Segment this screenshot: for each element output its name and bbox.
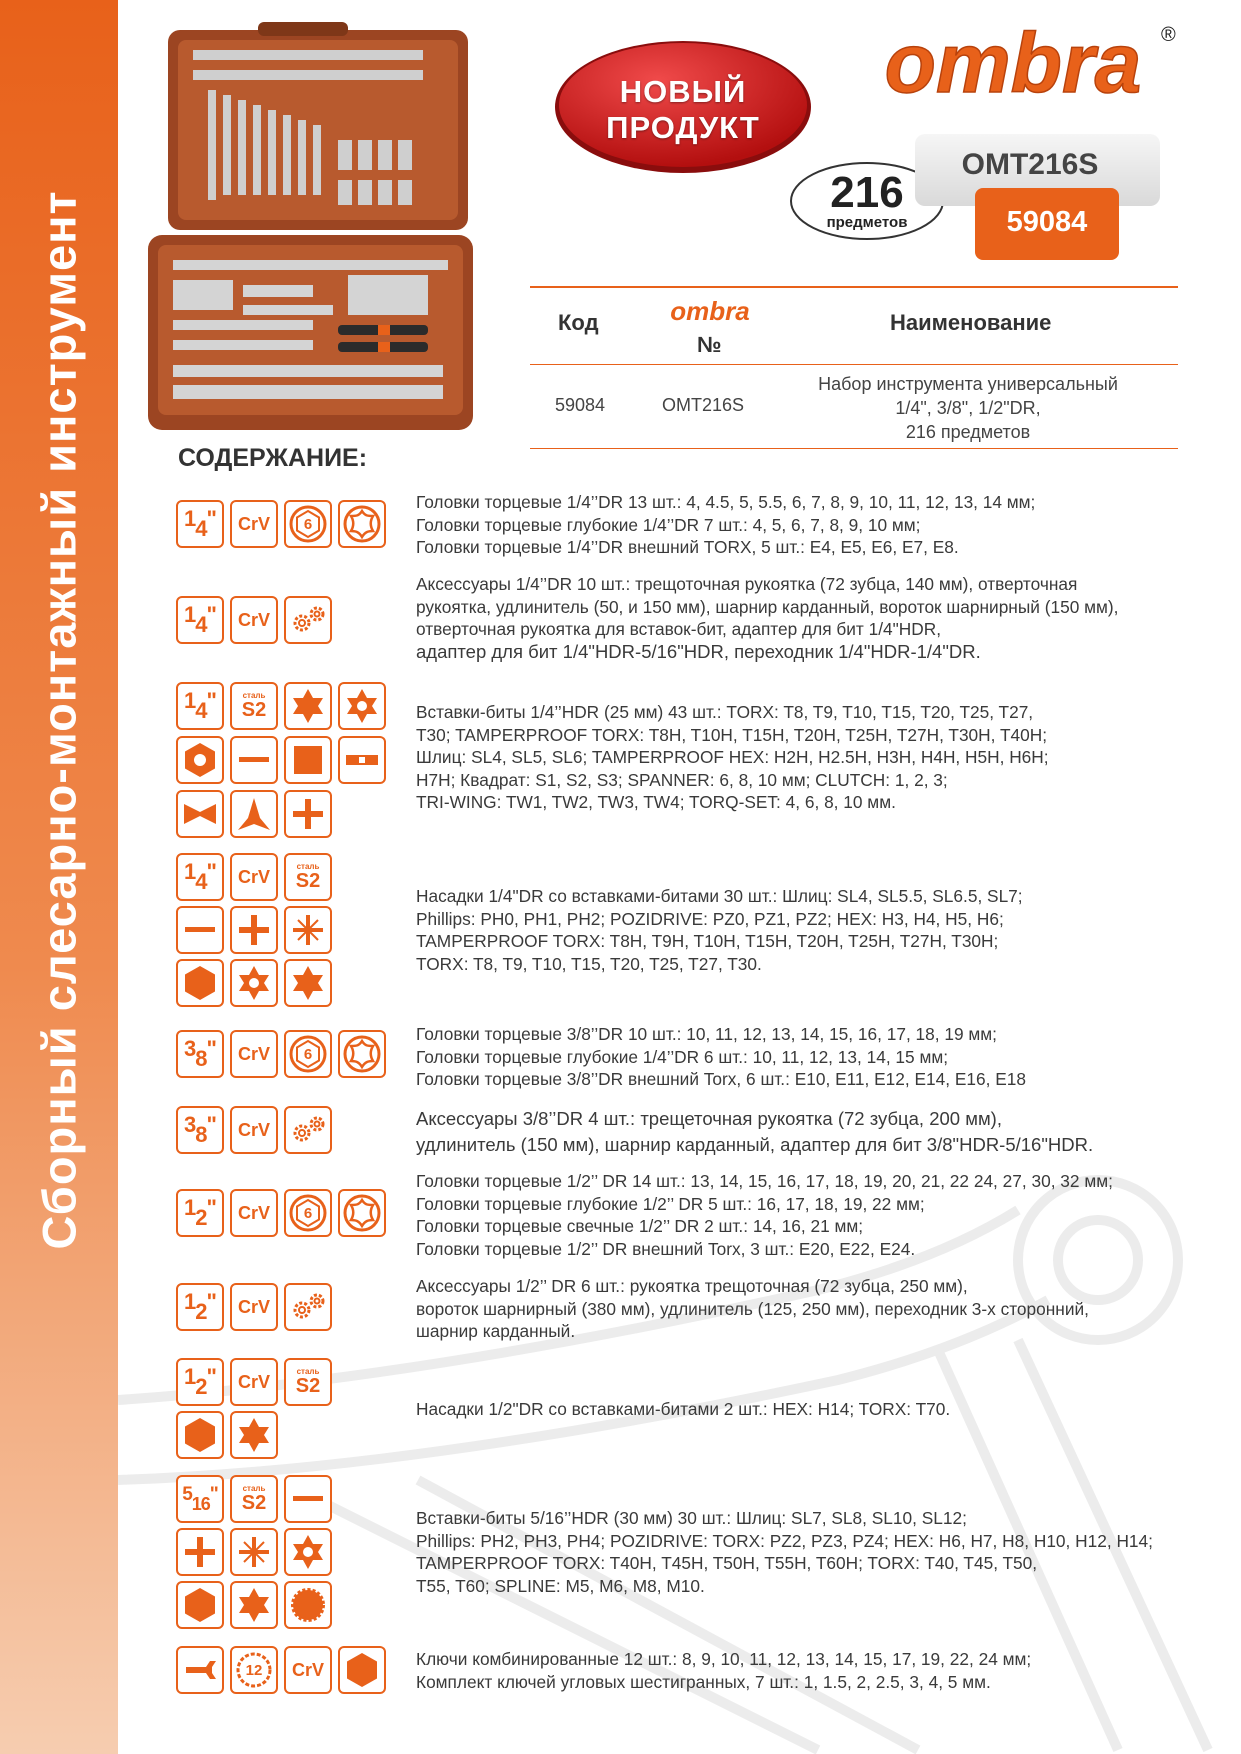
torx-bit-icon <box>230 1411 278 1459</box>
icon-row <box>176 959 332 1007</box>
hex-socket-icon: 6 <box>284 500 332 548</box>
col-header-code: Код <box>558 310 599 335</box>
steel-s2-icon: сталь S2 <box>284 853 332 901</box>
crv-icon: CrV <box>230 1189 278 1237</box>
crv-icon: CrV <box>230 1106 278 1154</box>
drive-3-8-icon: $3_8$" <box>176 1106 224 1154</box>
clutch-icon <box>176 790 224 838</box>
torx-socket-icon <box>338 1189 386 1237</box>
gears-icon <box>284 596 332 644</box>
phillips-icon <box>230 906 278 954</box>
table-bottom-rule <box>530 448 1178 449</box>
section-text: Головки торцевые 1/4’’DR 13 шт.: 4, 4.5, 5, 5.5, 6, 7, 8, 9, 10, 11, 12, 13, 14 мм; Головки торцевые глубокие 1/4’’DR 7 шт.: 4, 5, 6, 7, 8, 9, 10 мм; Головки торцевые 1/4’’DR внешний TORX, 5 шт.: E4, E5, E6, E7, E8. <box>416 492 1036 558</box>
hex-icon <box>176 959 224 1007</box>
pozidrive-icon <box>230 1528 278 1576</box>
tri-wing-icon <box>230 790 278 838</box>
drive-1-2-icon: $1_2$" <box>176 1358 224 1406</box>
section-text: Вставки-биты 1/4’’HDR (25 мм) 43 шт.: TORX: T8, T9, T10, T15, T20, T25, T27, T30; TAMPERPROOF TORX: T8H, T10H, T15H, T20H, T25H, T27H, T30H, T40H; Шлиц: SL4, SL5, SL6; TAMPERPROOF HEX: H2H, H2.5H, H3H, H4H, H5H, H6H; H7H; Квадрат: S1, S2, S3; SPANNER: 6, 8, 10 мм; CLUTCH: 1, 2, 3; TRI-WING: TW1, TW2, TW3, TW4; TORQ-SET: 4, 6, 8, 10 мм. <box>416 702 1049 813</box>
drive-5-16-icon: $5_{16}$" <box>176 1475 224 1523</box>
hex-icon <box>176 1411 224 1459</box>
icon-row <box>176 1581 332 1629</box>
col-header-name: Наименование <box>890 310 1052 335</box>
section-text: Аксессуары 3/8’’DR 4 шт.: трещеточная рукоятка (72 зубца, 200 мм), удлинитель (150 мм), шарнир карданный, адаптер для бит 3/8"HDR-5/16"HDR. <box>416 1108 1094 1155</box>
steel-s2-icon: сталь S2 <box>284 1358 332 1406</box>
crv-icon: CrV <box>284 1646 332 1694</box>
item-count-label: предметов <box>826 214 908 231</box>
slot-icon <box>176 906 224 954</box>
ombra-logo <box>843 18 1183 118</box>
section-text: Головки торцевые 1/2’’ DR 14 шт.: 13, 14, 15, 16, 17, 18, 19, 20, 21, 22 24, 27, 30, 32 мм; Головки торцевые глубокие 1/2’’ DR 5 шт.: 16, 17, 18, 19, 22 мм; Головки торцевые свечные 1/2’’ DR 2 шт.: 14, 16, 21 мм; Головки торцевые 1/2’’ DR внешний Torx, 3 шт.: E20, E22, E24. <box>416 1171 1113 1259</box>
steel-s2-icon: сталь S2 <box>230 1475 278 1523</box>
icon-row <box>176 1030 386 1078</box>
row-number: OMT216S <box>662 395 745 415</box>
crv-icon: CrV <box>230 1030 278 1078</box>
ombra-logo-text: ombra <box>884 18 1142 110</box>
row-name-line: 1/4", 3/8", 1/2"DR, <box>895 398 1041 418</box>
crv-icon: CrV <box>230 1283 278 1331</box>
pozidrive-icon <box>284 906 332 954</box>
section-text: Аксессуары 1/2’’ DR 6 шт.: рукоятка трещоточная (72 зубца, 250 мм), вороток шарнирный (380 мм), удлинитель (125, 250 мм), переходник 3-х сторонний, шарнир карданный. <box>416 1276 1089 1342</box>
torx-tamper-icon <box>338 682 386 730</box>
new-product-badge <box>552 38 814 176</box>
spline-icon <box>284 1581 332 1629</box>
new-product-line2: ПРОДУКТ <box>606 110 760 145</box>
new-product-line1: НОВЫЙ <box>619 74 747 109</box>
slot-icon <box>284 1475 332 1523</box>
drive-1-4-icon: $1_4$" <box>176 853 224 901</box>
col-header-logo <box>640 296 780 326</box>
section-text: Вставки-биты 5/16’’HDR (30 мм) 30 шт.: Шлиц: SL7, SL8, SL10, SL12; Phillips: PH2, PH3, PH4; POZIDRIVE: TORX: PZ2, PZ3, PZ4; HEX: H6, H7, H8, H10, H12, H14; TAMPERPROOF TORX: T40H, T45H, T50H, T55H, T60H; TORX: T40, T45, T50, T55, T60; SPLINE: M5, M6, M8, M10. <box>416 1508 1153 1596</box>
icon-row <box>176 1411 278 1459</box>
gears-icon <box>284 1283 332 1331</box>
row-code: 59084 <box>555 395 606 415</box>
item-count-number: 216 <box>830 168 904 217</box>
sidebar-band <box>0 0 118 1754</box>
hex-socket-icon: 6 <box>284 1030 332 1078</box>
contents-title: СОДЕРЖАНИЕ: <box>178 444 368 472</box>
section-text: Ключи комбинированные 12 шт.: 8, 9, 10, 11, 12, 13, 14, 15, 17, 19, 22, 24 мм; Комплект ключей угловых шестигранных, 7 шт.: 1, 1.5, 2, 2.5, 3, 4, 5 мм. <box>416 1649 1032 1692</box>
new-product-label <box>552 74 814 146</box>
registered-mark: ® <box>1161 24 1176 46</box>
product-case-image <box>148 20 513 430</box>
square-icon <box>284 736 332 784</box>
col-header-number: № <box>697 332 722 357</box>
code-plate <box>975 188 1119 260</box>
drive-1-2-icon: $1_2$" <box>176 1283 224 1331</box>
icon-row <box>176 500 386 548</box>
torx-bit-icon <box>284 682 332 730</box>
icon-row <box>176 1475 332 1523</box>
hex-socket-icon: 6 <box>284 1189 332 1237</box>
icon-row <box>176 1646 386 1694</box>
icon-row <box>176 1528 332 1576</box>
hex-tamper-icon <box>176 736 224 784</box>
slot-icon <box>230 736 278 784</box>
icon-row <box>176 853 332 901</box>
icon-row <box>176 1189 386 1237</box>
drive-1-4-icon: $1_4$" <box>176 682 224 730</box>
product-table <box>530 282 1178 450</box>
torx-socket-icon <box>338 1030 386 1078</box>
drive-1-2-icon: $1_2$" <box>176 1189 224 1237</box>
crv-icon: CrV <box>230 596 278 644</box>
torx-socket-icon <box>338 500 386 548</box>
icon-row <box>176 736 386 784</box>
crv-icon: CrV <box>230 500 278 548</box>
icon-row <box>176 682 386 730</box>
section-text: Насадки 1/4"DR со вставками-битами 30 шт.: Шлиц: SL4, SL5.5, SL6.5, SL7; Phillips: PH0, PH1, PH2; POZIDRIVE: PZ0, PZ1, PZ2; HEX: H3, H4, H5, H6; TAMPERPROOF TORX: T8H, T9H, T10H, T15H, T20H, T25H, T27H, T30H; TORX: T8, T9, T10, T15, T20, T25, T27, T30. <box>416 886 1023 974</box>
steel-s2-icon: сталь S2 <box>230 682 278 730</box>
hex-key-icon <box>338 1646 386 1694</box>
crv-icon: CrV <box>230 1358 278 1406</box>
phillips-icon <box>176 1528 224 1576</box>
row-name <box>778 372 1158 444</box>
product-code: 59084 <box>1006 206 1088 238</box>
col-header-logo-text: ombra <box>670 296 750 326</box>
section-text: Аксессуары 1/4’’DR 10 шт.: трещоточная рукоятка (72 зубца, 140 мм), отверточная рукоятка, удлинитель (50, и 150 мм), шарнир карданный, вороток шарнирный (150 мм), отверточная рукоятка для вставок-бит, адаптер для бит 1/4"HDR, адаптер для бит 1/4"HDR-5/16"HDR, переходник 1/4"HDR-1/4"DR. <box>416 574 1119 662</box>
crv-icon: CrV <box>230 853 278 901</box>
drive-3-8-icon: $3_8$" <box>176 1030 224 1078</box>
icon-row <box>176 1358 332 1406</box>
torq-set-icon <box>284 790 332 838</box>
wrench-icon <box>176 1646 224 1694</box>
torx-tamper-icon <box>230 959 278 1007</box>
hex-icon <box>176 1581 224 1629</box>
row-name-line: Набор инструмента универсальный <box>818 374 1118 394</box>
table-header-rule <box>530 364 1178 365</box>
section-text: Головки торцевые 3/8’’DR 10 шт.: 10, 11, 12, 13, 14, 15, 16, 17, 18, 19 мм; Головки торцевые глубокие 1/4’’DR 6 шт.: 10, 11, 12, 13, 14, 15 мм; Головки торцевые 3/8’’DR внешний Torx, 6 шт.: E10, E11, E12, E14, E16, E18 <box>416 1024 1026 1090</box>
torx-tamper-icon <box>284 1528 332 1576</box>
icon-row <box>176 596 332 644</box>
ring-12-icon: 12 <box>230 1646 278 1694</box>
icon-row <box>176 1283 332 1331</box>
drive-1-4-icon: $1_4$" <box>176 500 224 548</box>
spanner-icon <box>338 736 386 784</box>
gears-icon <box>284 1106 332 1154</box>
torx-bit-icon <box>230 1581 278 1629</box>
icon-row <box>176 906 332 954</box>
row-name-line: 216 предметов <box>905 422 1031 442</box>
table-top-rule <box>530 286 1178 288</box>
torx-bit-icon <box>284 959 332 1007</box>
sidebar-title: Сборный слесарно-монтажный инструмент <box>32 190 86 1250</box>
drive-1-4-icon: $1_4$" <box>176 596 224 644</box>
icon-row <box>176 790 332 838</box>
section-text: Насадки 1/2"DR со вставками-битами 2 шт.: HEX: H14; TORX: T70. <box>416 1399 951 1419</box>
model-number: OMT216S <box>961 148 1099 181</box>
icon-row <box>176 1106 332 1154</box>
